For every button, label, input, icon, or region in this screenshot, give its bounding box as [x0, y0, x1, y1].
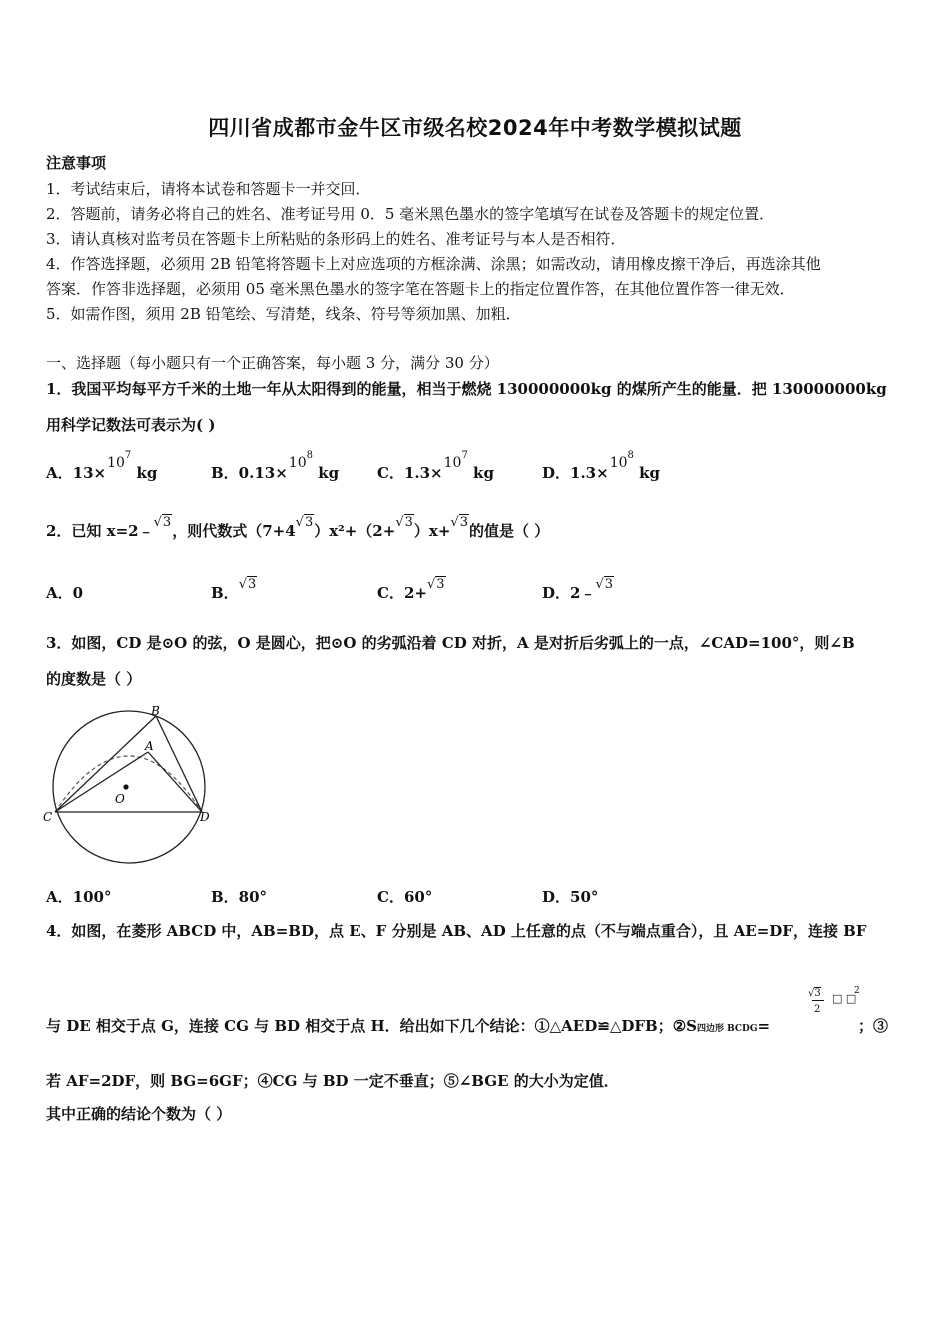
q1-option-a[interactable]: A．$13\times 10^7$ kg: [46, 450, 158, 482]
center-point: [123, 784, 128, 789]
q3-stem: 3．如图，CD 是⊙O 的弦，O 是圆心，把⊙O 的劣弧沿着 CD 对折，A 是对折后劣弧上的一点，∠CAD=100°，则∠B: [46, 634, 855, 652]
q2-option-b[interactable]: B．√3: [211, 577, 257, 602]
fraction-bar: [812, 1000, 824, 1001]
q4-stem-2: 与 DE 相交于点 G，连接 CG 与 BD 相交于点 H．给出如下几个结论：①△AED≌△DFB；②S四边形 BCDG=: [46, 1017, 771, 1035]
q3-stem-2: 的度数是（ ）: [46, 670, 142, 688]
q3-option-b[interactable]: B．80°: [211, 888, 268, 906]
q3-option-d[interactable]: D．50°: [542, 888, 599, 906]
sqrt-3: √3: [595, 577, 614, 592]
q3-option-c[interactable]: C．60°: [377, 888, 433, 906]
q1-stem: 1．我国平均每平方千米的土地一年从太阳得到的能量，相当于燃烧 130000000kg 的煤所产生的能量．把 130000000kg: [46, 380, 887, 398]
notice-item: 答案．作答非选择题，必须用 05 毫米黑色墨水的签字笔在答题卡上的指定位置作答，在其他位置作答一律无效．: [46, 280, 795, 298]
q3-option-a[interactable]: A．100°: [46, 888, 112, 906]
circle-figure: [40, 700, 220, 870]
placeholder-boxes: □ □: [832, 992, 857, 1005]
section-heading: 一、选择题（每小题只有一个正确答案，每小题 3 分，满分 30 分）: [46, 354, 499, 372]
segment-ca: [55, 752, 148, 812]
sqrt-3: √3: [153, 515, 172, 530]
q4-stem: 4．如图，在菱形 ABCD 中，AB=BD，点 E、F 分别是 AB、AD 上任意的点（不与端点重合），且 AE=DF，连接 BF: [46, 922, 867, 940]
notice-item: 2．答题前，请务必将自己的姓名、准考证号用 0．5 毫米黑色墨水的签字笔填写在试卷及答题卡的规定位置．: [46, 205, 775, 223]
circle-o: [53, 711, 205, 863]
q2-option-a[interactable]: A．0: [46, 584, 84, 602]
label-c: C: [43, 810, 53, 824]
q4-stem-4: 其中正确的结论个数为（ ）: [46, 1105, 232, 1123]
q1-option-d[interactable]: D．$1.3\times 10^8$ kg: [542, 450, 661, 482]
sqrt-3: √3: [426, 577, 445, 592]
sqrt-3: √3: [808, 988, 821, 999]
sqrt-3: √3: [295, 515, 314, 530]
q2-option-c[interactable]: C．2+√3: [377, 577, 445, 602]
q1-option-b[interactable]: B．$0.13\times 10^8$ kg: [211, 450, 340, 482]
subscript-quadrilateral: 四边形 BCDG: [696, 1024, 758, 1034]
q1-stem-2: 用科学记数法可表示为( ): [46, 416, 216, 434]
sqrt-3: √3: [450, 515, 468, 530]
notice-heading: 注意事项: [46, 154, 107, 172]
label-d: D: [200, 810, 210, 824]
q1-option-c[interactable]: C．$1.3\times 10^7$ kg: [377, 450, 494, 482]
notice-item: 1．考试结束后，请将本试卷和答题卡一并交回．: [46, 180, 371, 198]
notice-item: 5．如需作图，须用 2B 铅笔绘、写清楚，线条、符号等须加黑、加粗．: [46, 305, 521, 323]
label-b: B: [151, 704, 160, 718]
q2-option-d[interactable]: D．2﹣√3: [542, 577, 614, 602]
sqrt-3: √3: [395, 515, 413, 530]
q4-stem-2-end: ；③: [858, 1017, 889, 1035]
label-o: O: [115, 792, 125, 806]
segment-ad: [148, 752, 202, 812]
q2-stem: 2．已知 x=2﹣√3，则代数式（7+4√3）x²+（2+√3）x+√3的值是（ ）: [46, 515, 550, 540]
sqrt-3: √3: [238, 577, 257, 592]
page-title: 四川省成都市金牛区市级名校2024年中考数学模拟试题: [208, 116, 742, 140]
q4-stem-3: 若 AF=2DF，则 BG=6GF；④CG 与 BD 一定不垂直；⑤∠BGE 的大小为定值．: [46, 1072, 619, 1090]
notice-item: 3．请认真核对监考员在答题卡上所粘贴的条形码上的姓名、准考证号与本人是否相符．: [46, 230, 626, 248]
notice-item: 4．作答选择题，必须用 2B 铅笔将答题卡上对应选项的方框涂满、涂黑；如需改动，请用橡皮擦干净后，再选涂其他: [46, 255, 821, 273]
segment-cb: [55, 716, 156, 812]
label-a: A: [145, 739, 154, 753]
fraction-expression: √3 2 □ □ 2: [808, 986, 860, 1015]
